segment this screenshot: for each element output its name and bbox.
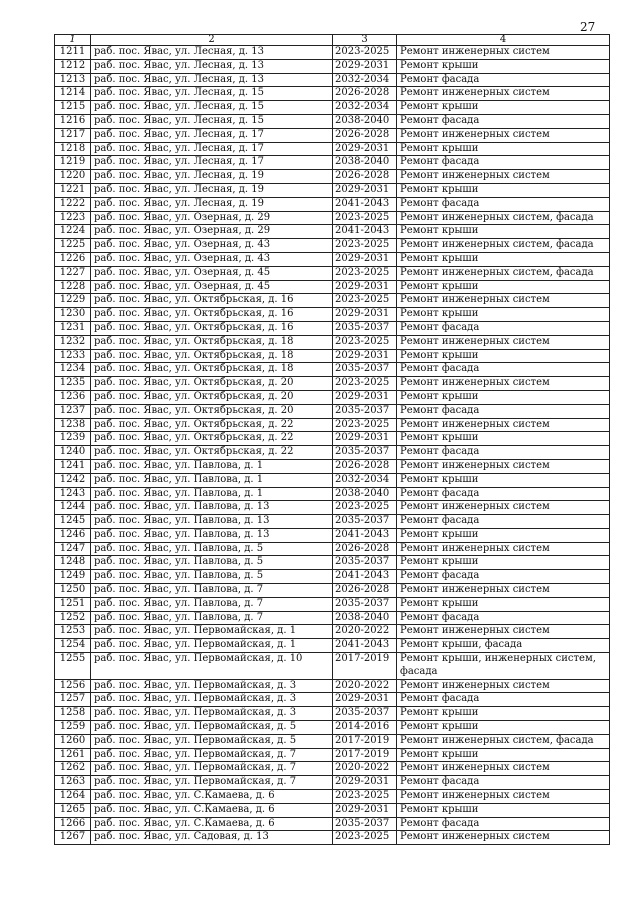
row-number: 1249 <box>55 570 91 584</box>
table-row <box>55 679 610 693</box>
table-row <box>55 239 610 253</box>
row-period: 2023-2025 <box>333 266 397 280</box>
row-number: 1227 <box>55 266 91 280</box>
row-address: раб. пос. Явас, ул. Октябрьская, д. 18 <box>91 335 333 349</box>
row-work-type: Ремонт фасада <box>397 693 610 707</box>
row-number: 1239 <box>55 432 91 446</box>
row-period: 2035-2037 <box>333 363 397 377</box>
row-number: 1222 <box>55 197 91 211</box>
row-work-type: Ремонт крыши, инженерных систем, фасада <box>397 653 610 680</box>
row-work-type: Ремонт инженерных систем <box>397 335 610 349</box>
row-address: раб. пос. Явас, ул. Лесная, д. 17 <box>91 156 333 170</box>
row-work-type: Ремонт крыши <box>397 142 610 156</box>
row-number: 1229 <box>55 294 91 308</box>
row-period: 2029-2031 <box>333 693 397 707</box>
row-address: раб. пос. Явас, ул. Лесная, д. 15 <box>91 87 333 101</box>
row-address: раб. пос. Явас, ул. Павлова, д. 1 <box>91 487 333 501</box>
row-number: 1221 <box>55 183 91 197</box>
table-row <box>55 803 610 817</box>
table-row <box>55 183 610 197</box>
row-work-type: Ремонт фасада <box>397 404 610 418</box>
row-address: раб. пос. Явас, ул. Озерная, д. 45 <box>91 266 333 280</box>
row-number: 1212 <box>55 59 91 73</box>
row-number: 1253 <box>55 625 91 639</box>
table-row <box>55 707 610 721</box>
row-work-type: Ремонт фасада <box>397 321 610 335</box>
row-number: 1236 <box>55 390 91 404</box>
row-number: 1255 <box>55 653 91 680</box>
row-number: 1251 <box>55 597 91 611</box>
table-row <box>55 790 610 804</box>
row-address: раб. пос. Явас, ул. Лесная, д. 15 <box>91 114 333 128</box>
table-row <box>55 404 610 418</box>
row-address: раб. пос. Явас, ул. Павлова, д. 13 <box>91 501 333 515</box>
row-work-type: Ремонт крыши <box>397 308 610 322</box>
row-work-type: Ремонт инженерных систем <box>397 377 610 391</box>
table-row <box>55 570 610 584</box>
row-address: раб. пос. Явас, ул. Павлова, д. 5 <box>91 542 333 556</box>
row-number: 1264 <box>55 790 91 804</box>
row-address: раб. пос. Явас, ул. Первомайская, д. 10 <box>91 653 333 680</box>
row-address: раб. пос. Явас, ул. Лесная, д. 15 <box>91 101 333 115</box>
row-work-type: Ремонт инженерных систем <box>397 459 610 473</box>
table-row <box>55 625 610 639</box>
row-period: 2041-2043 <box>333 197 397 211</box>
table-row <box>55 280 610 294</box>
row-period: 2023-2025 <box>333 501 397 515</box>
row-work-type: Ремонт инженерных систем <box>397 584 610 598</box>
row-address: раб. пос. Явас, ул. Октябрьская, д. 20 <box>91 377 333 391</box>
row-period: 2026-2028 <box>333 170 397 184</box>
row-period: 2038-2040 <box>333 487 397 501</box>
row-work-type: Ремонт фасада <box>397 114 610 128</box>
row-work-type: Ремонт фасада <box>397 156 610 170</box>
row-work-type: Ремонт крыши, фасада <box>397 639 610 653</box>
row-number: 1254 <box>55 639 91 653</box>
row-address: раб. пос. Явас, ул. Павлова, д. 13 <box>91 515 333 529</box>
row-period: 2023-2025 <box>333 418 397 432</box>
row-period: 2023-2025 <box>333 239 397 253</box>
table-row <box>55 87 610 101</box>
table-row <box>55 693 610 707</box>
row-address: раб. пос. Явас, ул. Октябрьская, д. 16 <box>91 294 333 308</box>
row-address: раб. пос. Явас, ул. Павлова, д. 5 <box>91 570 333 584</box>
table-header <box>55 35 610 46</box>
row-work-type: Ремонт крыши <box>397 183 610 197</box>
table-row <box>55 390 610 404</box>
row-period: 2026-2028 <box>333 128 397 142</box>
capital-repair-table <box>54 34 610 845</box>
table-row <box>55 46 610 60</box>
row-work-type: Ремонт крыши <box>397 432 610 446</box>
table-row <box>55 831 610 845</box>
row-period: 2026-2028 <box>333 87 397 101</box>
table-row <box>55 721 610 735</box>
row-number: 1237 <box>55 404 91 418</box>
row-work-type: Ремонт фасада <box>397 515 610 529</box>
row-number: 1261 <box>55 748 91 762</box>
row-period: 2020-2022 <box>333 625 397 639</box>
row-number: 1266 <box>55 817 91 831</box>
row-address: раб. пос. Явас, ул. Павлова, д. 7 <box>91 597 333 611</box>
row-period: 2023-2025 <box>333 831 397 845</box>
table-row <box>55 308 610 322</box>
row-number: 1242 <box>55 473 91 487</box>
table-row <box>55 653 610 680</box>
row-period: 2032-2034 <box>333 101 397 115</box>
row-period: 2023-2025 <box>333 377 397 391</box>
row-period: 2023-2025 <box>333 790 397 804</box>
row-work-type: Ремонт крыши <box>397 101 610 115</box>
row-number: 1248 <box>55 556 91 570</box>
row-number: 1258 <box>55 707 91 721</box>
row-number: 1217 <box>55 128 91 142</box>
row-number: 1225 <box>55 239 91 253</box>
row-work-type: Ремонт инженерных систем <box>397 542 610 556</box>
row-address: раб. пос. Явас, ул. Павлова, д. 13 <box>91 528 333 542</box>
row-address: раб. пос. Явас, ул. Лесная, д. 13 <box>91 59 333 73</box>
row-address: раб. пос. Явас, ул. Озерная, д. 45 <box>91 280 333 294</box>
row-number: 1267 <box>55 831 91 845</box>
table-row <box>55 515 610 529</box>
row-period: 2029-2031 <box>333 252 397 266</box>
row-address: раб. пос. Явас, ул. Лесная, д. 17 <box>91 142 333 156</box>
row-address: раб. пос. Явас, ул. Первомайская, д. 1 <box>91 639 333 653</box>
row-number: 1250 <box>55 584 91 598</box>
row-address: раб. пос. Явас, ул. Первомайская, д. 7 <box>91 762 333 776</box>
row-number: 1256 <box>55 679 91 693</box>
row-address: раб. пос. Явас, ул. Первомайская, д. 5 <box>91 734 333 748</box>
row-period: 2029-2031 <box>333 349 397 363</box>
row-period: 2032-2034 <box>333 473 397 487</box>
row-work-type: Ремонт фасада <box>397 817 610 831</box>
row-number: 1265 <box>55 803 91 817</box>
row-period: 2023-2025 <box>333 211 397 225</box>
row-period: 2035-2037 <box>333 321 397 335</box>
row-period: 2035-2037 <box>333 817 397 831</box>
row-work-type: Ремонт инженерных систем <box>397 501 610 515</box>
row-period: 2041-2043 <box>333 570 397 584</box>
row-period: 2026-2028 <box>333 459 397 473</box>
header-col-number: 1 <box>55 35 91 46</box>
row-address: раб. пос. Явас, ул. Лесная, д. 13 <box>91 73 333 87</box>
row-address: раб. пос. Явас, ул. С.Камаева, д. 6 <box>91 817 333 831</box>
row-period: 2026-2028 <box>333 584 397 598</box>
table-row <box>55 776 610 790</box>
row-period: 2029-2031 <box>333 280 397 294</box>
row-work-type: Ремонт инженерных систем <box>397 170 610 184</box>
row-period: 2023-2025 <box>333 294 397 308</box>
row-number: 1257 <box>55 693 91 707</box>
row-work-type: Ремонт фасада <box>397 611 610 625</box>
row-period: 2032-2034 <box>333 73 397 87</box>
table-row <box>55 252 610 266</box>
row-address: раб. пос. Явас, ул. Озерная, д. 29 <box>91 211 333 225</box>
table-row <box>55 197 610 211</box>
row-number: 1263 <box>55 776 91 790</box>
row-work-type: Ремонт крыши <box>397 748 610 762</box>
row-work-type: Ремонт фасада <box>397 197 610 211</box>
row-work-type: Ремонт крыши <box>397 349 610 363</box>
row-number: 1247 <box>55 542 91 556</box>
row-address: раб. пос. Явас, ул. Первомайская, д. 3 <box>91 679 333 693</box>
row-address: раб. пос. Явас, ул. Октябрьская, д. 16 <box>91 308 333 322</box>
table-row <box>55 211 610 225</box>
row-number: 1218 <box>55 142 91 156</box>
row-work-type: Ремонт крыши <box>397 252 610 266</box>
row-work-type: Ремонт крыши <box>397 803 610 817</box>
row-address: раб. пос. Явас, ул. Первомайская, д. 3 <box>91 707 333 721</box>
row-period: 2026-2028 <box>333 542 397 556</box>
row-work-type: Ремонт фасада <box>397 363 610 377</box>
table-row <box>55 225 610 239</box>
page-number: 27 <box>580 20 596 34</box>
table-row <box>55 597 610 611</box>
row-period: 2038-2040 <box>333 156 397 170</box>
row-work-type: Ремонт инженерных систем <box>397 46 610 60</box>
row-number: 1240 <box>55 446 91 460</box>
row-period: 2017-2019 <box>333 748 397 762</box>
table-row <box>55 128 610 142</box>
row-address: раб. пос. Явас, ул. Павлова, д. 5 <box>91 556 333 570</box>
row-address: раб. пос. Явас, ул. Октябрьская, д. 20 <box>91 404 333 418</box>
row-work-type: Ремонт инженерных систем <box>397 762 610 776</box>
table-body <box>55 46 610 845</box>
row-period: 2020-2022 <box>333 762 397 776</box>
row-work-type: Ремонт крыши <box>397 59 610 73</box>
row-address: раб. пос. Явас, ул. Первомайская, д. 5 <box>91 721 333 735</box>
row-period: 2029-2031 <box>333 803 397 817</box>
row-work-type: Ремонт фасада <box>397 776 610 790</box>
row-address: раб. пос. Явас, ул. С.Камаева, д. 6 <box>91 790 333 804</box>
row-number: 1224 <box>55 225 91 239</box>
row-period: 2038-2040 <box>333 611 397 625</box>
row-number: 1235 <box>55 377 91 391</box>
row-address: раб. пос. Явас, ул. Озерная, д. 29 <box>91 225 333 239</box>
row-period: 2023-2025 <box>333 335 397 349</box>
table-row <box>55 762 610 776</box>
table-row <box>55 556 610 570</box>
row-number: 1226 <box>55 252 91 266</box>
table-row <box>55 349 610 363</box>
row-work-type: Ремонт фасада <box>397 73 610 87</box>
row-work-type: Ремонт крыши <box>397 390 610 404</box>
row-address: раб. пос. Явас, ул. Лесная, д. 19 <box>91 183 333 197</box>
row-number: 1233 <box>55 349 91 363</box>
table-row <box>55 473 610 487</box>
row-address: раб. пос. Явас, ул. Лесная, д. 13 <box>91 46 333 60</box>
row-address: раб. пос. Явас, ул. Октябрьская, д. 20 <box>91 390 333 404</box>
row-work-type: Ремонт инженерных систем <box>397 790 610 804</box>
row-period: 2029-2031 <box>333 308 397 322</box>
row-number: 1246 <box>55 528 91 542</box>
row-address: раб. пос. Явас, ул. Павлова, д. 7 <box>91 584 333 598</box>
row-work-type: Ремонт крыши <box>397 225 610 239</box>
row-period: 2023-2025 <box>333 46 397 60</box>
row-period: 2020-2022 <box>333 679 397 693</box>
row-period: 2035-2037 <box>333 446 397 460</box>
row-number: 1259 <box>55 721 91 735</box>
row-number: 1262 <box>55 762 91 776</box>
row-work-type: Ремонт крыши <box>397 556 610 570</box>
row-number: 1215 <box>55 101 91 115</box>
row-period: 2017-2019 <box>333 653 397 680</box>
table-row <box>55 639 610 653</box>
row-address: раб. пос. Явас, ул. Лесная, д. 19 <box>91 197 333 211</box>
table-row <box>55 542 610 556</box>
row-work-type: Ремонт крыши <box>397 528 610 542</box>
row-number: 1211 <box>55 46 91 60</box>
row-period: 2035-2037 <box>333 404 397 418</box>
row-number: 1245 <box>55 515 91 529</box>
row-number: 1216 <box>55 114 91 128</box>
row-work-type: Ремонт крыши <box>397 280 610 294</box>
row-number: 1230 <box>55 308 91 322</box>
row-number: 1234 <box>55 363 91 377</box>
table-row <box>55 114 610 128</box>
table-row <box>55 294 610 308</box>
row-period: 2038-2040 <box>333 114 397 128</box>
row-work-type: Ремонт крыши <box>397 473 610 487</box>
row-number: 1232 <box>55 335 91 349</box>
row-work-type: Ремонт инженерных систем <box>397 831 610 845</box>
table-row <box>55 335 610 349</box>
row-number: 1252 <box>55 611 91 625</box>
row-address: раб. пос. Явас, ул. Павлова, д. 7 <box>91 611 333 625</box>
row-address: раб. пос. Явас, ул. Первомайская, д. 7 <box>91 776 333 790</box>
table-row <box>55 59 610 73</box>
header-col-address: 2 <box>91 35 333 46</box>
table-row <box>55 611 610 625</box>
row-work-type: Ремонт инженерных систем, фасада <box>397 734 610 748</box>
table-row <box>55 501 610 515</box>
row-number: 1241 <box>55 459 91 473</box>
row-work-type: Ремонт инженерных систем <box>397 679 610 693</box>
row-work-type: Ремонт фасада <box>397 487 610 501</box>
row-address: раб. пос. Явас, ул. Лесная, д. 19 <box>91 170 333 184</box>
table-row <box>55 418 610 432</box>
row-work-type: Ремонт крыши <box>397 721 610 735</box>
row-address: раб. пос. Явас, ул. Октябрьская, д. 22 <box>91 418 333 432</box>
row-number: 1223 <box>55 211 91 225</box>
row-address: раб. пос. Явас, ул. Павлова, д. 1 <box>91 473 333 487</box>
row-number: 1260 <box>55 734 91 748</box>
header-col-period: 3 <box>333 35 397 46</box>
row-address: раб. пос. Явас, ул. Садовая, д. 13 <box>91 831 333 845</box>
row-work-type: Ремонт инженерных систем <box>397 294 610 308</box>
row-address: раб. пос. Явас, ул. Октябрьская, д. 22 <box>91 432 333 446</box>
row-address: раб. пос. Явас, ул. Первомайская, д. 7 <box>91 748 333 762</box>
table-row <box>55 584 610 598</box>
row-address: раб. пос. Явас, ул. Октябрьская, д. 16 <box>91 321 333 335</box>
header-col-work: 4 <box>397 35 610 46</box>
table-row <box>55 748 610 762</box>
row-period: 2041-2043 <box>333 639 397 653</box>
row-work-type: Ремонт инженерных систем <box>397 418 610 432</box>
table-row <box>55 266 610 280</box>
row-address: раб. пос. Явас, ул. Лесная, д. 17 <box>91 128 333 142</box>
table-row <box>55 432 610 446</box>
row-address: раб. пос. Явас, ул. С.Камаева, д. 6 <box>91 803 333 817</box>
row-work-type: Ремонт крыши <box>397 597 610 611</box>
row-address: раб. пос. Явас, ул. Озерная, д. 43 <box>91 252 333 266</box>
table-row <box>55 156 610 170</box>
row-number: 1219 <box>55 156 91 170</box>
row-work-type: Ремонт крыши <box>397 707 610 721</box>
row-number: 1228 <box>55 280 91 294</box>
table-row <box>55 101 610 115</box>
table-row <box>55 487 610 501</box>
table-row <box>55 321 610 335</box>
row-address: раб. пос. Явас, ул. Первомайская, д. 3 <box>91 693 333 707</box>
row-period: 2035-2037 <box>333 707 397 721</box>
row-number: 1214 <box>55 87 91 101</box>
row-period: 2029-2031 <box>333 59 397 73</box>
row-number: 1243 <box>55 487 91 501</box>
header-row <box>55 35 610 46</box>
row-work-type: Ремонт инженерных систем <box>397 87 610 101</box>
row-number: 1231 <box>55 321 91 335</box>
table-row <box>55 446 610 460</box>
row-address: раб. пос. Явас, ул. Озерная, д. 43 <box>91 239 333 253</box>
row-period: 2041-2043 <box>333 225 397 239</box>
row-work-type: Ремонт фасада <box>397 446 610 460</box>
table-row <box>55 459 610 473</box>
row-period: 2035-2037 <box>333 515 397 529</box>
row-period: 2029-2031 <box>333 390 397 404</box>
row-number: 1220 <box>55 170 91 184</box>
row-period: 2029-2031 <box>333 183 397 197</box>
row-work-type: Ремонт инженерных систем <box>397 128 610 142</box>
row-period: 2035-2037 <box>333 597 397 611</box>
row-number: 1244 <box>55 501 91 515</box>
row-period: 2041-2043 <box>333 528 397 542</box>
row-work-type: Ремонт инженерных систем, фасада <box>397 266 610 280</box>
row-address: раб. пос. Явас, ул. Павлова, д. 1 <box>91 459 333 473</box>
row-period: 2035-2037 <box>333 556 397 570</box>
row-number: 1213 <box>55 73 91 87</box>
row-address: раб. пос. Явас, ул. Октябрьская, д. 18 <box>91 363 333 377</box>
table-row <box>55 363 610 377</box>
row-address: раб. пос. Явас, ул. Октябрьская, д. 22 <box>91 446 333 460</box>
row-period: 2017-2019 <box>333 734 397 748</box>
row-work-type: Ремонт инженерных систем <box>397 625 610 639</box>
table-row <box>55 817 610 831</box>
table-row <box>55 377 610 391</box>
row-work-type: Ремонт инженерных систем, фасада <box>397 239 610 253</box>
row-address: раб. пос. Явас, ул. Первомайская, д. 1 <box>91 625 333 639</box>
table-row <box>55 142 610 156</box>
row-period: 2029-2031 <box>333 142 397 156</box>
row-period: 2029-2031 <box>333 432 397 446</box>
row-number: 1238 <box>55 418 91 432</box>
table-row <box>55 170 610 184</box>
table-row <box>55 734 610 748</box>
table-row <box>55 528 610 542</box>
table-row <box>55 73 610 87</box>
row-address: раб. пос. Явас, ул. Октябрьская, д. 18 <box>91 349 333 363</box>
row-work-type: Ремонт фасада <box>397 570 610 584</box>
row-period: 2029-2031 <box>333 776 397 790</box>
row-work-type: Ремонт инженерных систем, фасада <box>397 211 610 225</box>
row-period: 2014-2016 <box>333 721 397 735</box>
